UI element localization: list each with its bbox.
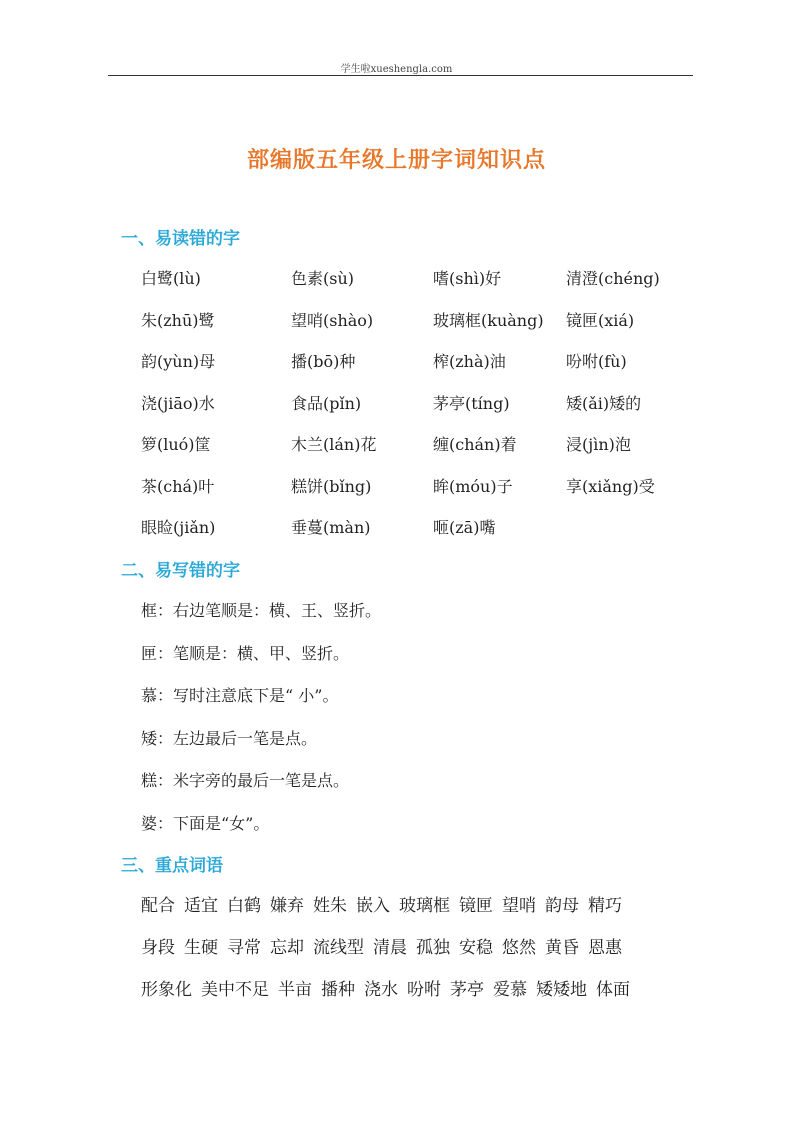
word-item: 爱慕 [493,980,527,1000]
pronunciation-item: 望哨(shào) [291,310,374,330]
pronunciation-item: 榨(zhà)油 [433,352,506,371]
word-item: 播种 [321,980,355,1000]
word-item: 配合 [141,896,175,916]
pronunciation-item: 木兰(lán)花 [291,435,377,454]
writing-note: 矮：左边最后一笔是点。 [141,728,318,748]
section-title-3: 三、重点词语 [121,856,223,876]
pronunciation-item: 缠(chán)着 [433,435,517,454]
pronunciation-item: 浇(jiāo)水 [141,393,215,413]
pronunciation-item: 镜匣(xiá) [566,310,635,330]
word-line [141,891,631,916]
word-item: 姓朱 [313,896,347,916]
writing-note: 糕：米字旁的最后一笔是点。 [141,771,350,790]
pronunciation-item: 箩(luó)筐 [141,435,211,454]
word-item: 美中不足 [201,980,269,1000]
word-item: 忘却 [270,938,304,958]
word-item: 安稳 [459,938,493,958]
section-title-1: 一、易读错的字 [121,229,240,249]
word-item: 精巧 [588,896,622,916]
word-item: 寻常 [227,938,261,958]
writing-note: 婆：下面是“女”。 [141,813,270,833]
word-item: 清晨 [373,938,407,958]
pronunciation-item: 糕饼(bǐng) [291,476,372,496]
pronunciation-item: 垂蔓(màn) [291,518,371,537]
writing-note: 匣：笔顺是：横、甲、竖折。 [141,643,350,663]
pronunciation-item: 享(xiǎng)受 [566,476,655,496]
pronunciation-item: 播(bō)种 [291,352,356,371]
pronunciation-item: 朱(zhū)鹭 [141,310,215,330]
pronunciation-item: 色素(sù) [291,269,355,288]
word-item: 望哨 [502,896,536,916]
word-item: 黄昏 [545,938,579,958]
word-item: 玻璃框 [399,896,450,916]
word-item: 适宜 [184,896,218,916]
word-item: 矮矮地 [536,980,587,1000]
word-item: 悠然 [502,938,536,958]
word-line [141,933,631,958]
pronunciation-item: 眼睑(jiǎn) [141,518,216,537]
word-item: 白鹤 [227,896,261,916]
writing-note: 框：右边笔顺是：横、王、竖折。 [141,601,382,620]
pronunciation-item: 浸(jìn)泡 [566,435,631,454]
word-item: 浇水 [364,980,398,1000]
pronunciation-item: 矮(ǎi)矮的 [566,393,642,413]
word-item: 生硬 [184,938,218,958]
word-item: 恩惠 [588,938,622,958]
pronunciation-item: 清澄(chéng) [566,269,660,288]
pronunciation-item: 咂(zā)嘴 [433,518,496,537]
pronunciation-item: 茅亭(tíng) [433,393,510,413]
word-item: 嵌入 [356,896,390,916]
page-title: 部编版五年级上册字词知识点 [246,148,546,173]
pronunciation-item: 食品(pǐn) [291,393,362,413]
pronunciation-item: 眸(móu)子 [433,476,513,496]
writing-note: 慕：写时注意底下是“ 小”。 [141,686,339,705]
pronunciation-item: 茶(chá)叶 [141,476,215,496]
word-item: 流线型 [313,938,364,958]
word-item: 嫌弃 [270,896,304,916]
word-item: 半亩 [278,980,312,1000]
section-title-2: 二、易写错的字 [121,561,240,581]
pronunciation-item: 吩咐(fù) [566,352,627,371]
word-item: 镜匣 [459,896,493,916]
pronunciation-item: 白鹭(lù) [141,269,201,288]
header-divider [108,75,693,76]
header-site: 学生啦xueshengla.com [340,64,453,75]
word-item: 吩咐 [407,980,441,1000]
pronunciation-item: 玻璃框(kuàng) [433,310,544,330]
word-line [141,975,639,1000]
word-item: 孤独 [416,938,450,958]
word-item: 体面 [596,980,630,1000]
word-item: 身段 [141,938,175,958]
word-item: 茅亭 [450,980,484,1000]
pronunciation-item: 韵(yùn)母 [141,352,216,371]
word-item: 形象化 [141,980,192,1000]
pronunciation-item: 嗜(shì)好 [433,269,502,288]
word-item: 韵母 [545,896,579,916]
